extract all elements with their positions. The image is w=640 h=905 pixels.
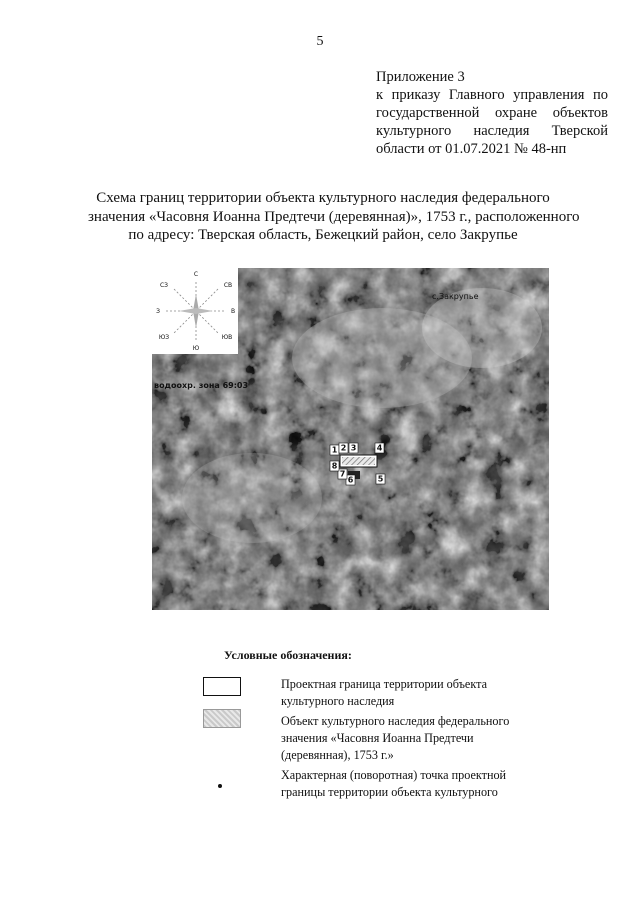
point-label: 2 [340, 443, 347, 453]
place-label: с.Закрупье [432, 292, 479, 301]
point-label: 5 [377, 474, 384, 484]
point-marker-2 [339, 443, 348, 453]
legend-line: Характерная (поворотная) точка проектной [281, 768, 507, 782]
point-label: 6 [347, 475, 354, 485]
legend-item-object [281, 713, 509, 764]
compass-label-ne: СВ [223, 282, 233, 289]
title-line: значения «Часовня Иоанна Предтечи (деревянная)», 1753 г., расположенного [88, 208, 580, 225]
compass-label-se: ЮВ [221, 334, 233, 341]
legend-line: Проектная граница территории объекта [281, 677, 487, 691]
point-marker-6 [346, 475, 355, 485]
page-number: 5 [316, 34, 324, 49]
point-marker-5 [376, 474, 385, 484]
map-svg [152, 268, 549, 610]
point-label: 3 [350, 443, 357, 453]
compass-label-sw: ЮЗ [158, 334, 170, 341]
point-label: 4 [376, 443, 383, 453]
appendix-line: государственной охране объектов [376, 105, 608, 121]
legend-line: культурного наследия [281, 694, 395, 708]
point-label: 7 [339, 469, 346, 479]
legend-item-boundary [281, 676, 487, 710]
compass-label-s: Ю [192, 345, 200, 352]
appendix-line: области от 01.07.2021 № 48-нп [376, 141, 567, 157]
appendix-line: культурного наследия Тверской [376, 123, 608, 139]
legend-point-icon [218, 784, 222, 788]
appendix-line: Приложение 3 [376, 69, 465, 85]
legend-line: значения «Часовня Иоанна Предтечи [281, 731, 474, 745]
point-label: 8 [331, 461, 338, 471]
document-title [88, 189, 580, 245]
legend-title: Условные обозначения: [224, 648, 352, 662]
legend-line: Объект культурного наследия федерального [281, 714, 510, 728]
aerial-map [152, 268, 549, 610]
legend-boundary-swatch [203, 677, 241, 696]
point-marker-7 [338, 469, 347, 479]
title-line: по адресу: Тверская область, Бежецкий район, село Закрупье [128, 227, 518, 243]
legend-object-swatch [203, 709, 241, 728]
compass-rose [152, 268, 238, 354]
legend-line: границы территории объекта культурного [281, 785, 498, 799]
legend-item-point [281, 767, 506, 801]
compass-label-nw: СЗ [159, 282, 169, 289]
point-marker-8 [330, 461, 339, 471]
legend-line: (деревянная), 1753 г.» [281, 748, 394, 762]
point-marker-3 [349, 443, 358, 453]
clearing [182, 453, 322, 543]
point-marker-4 [375, 443, 384, 453]
title-line: Схема границ территории объекта культурного наследия федерального [96, 190, 550, 206]
point-label: 1 [331, 445, 338, 455]
point-marker-1 [330, 445, 339, 455]
compass-label-n: С [193, 271, 199, 278]
appendix-line: к приказу Главного управления по [376, 87, 608, 103]
compass-label-w: З [156, 308, 160, 315]
zone-label: водоохр. зона 69:03 [154, 381, 249, 390]
compass-label-e: В [230, 308, 236, 315]
object-hatch [342, 457, 375, 465]
appendix-header [376, 68, 608, 158]
